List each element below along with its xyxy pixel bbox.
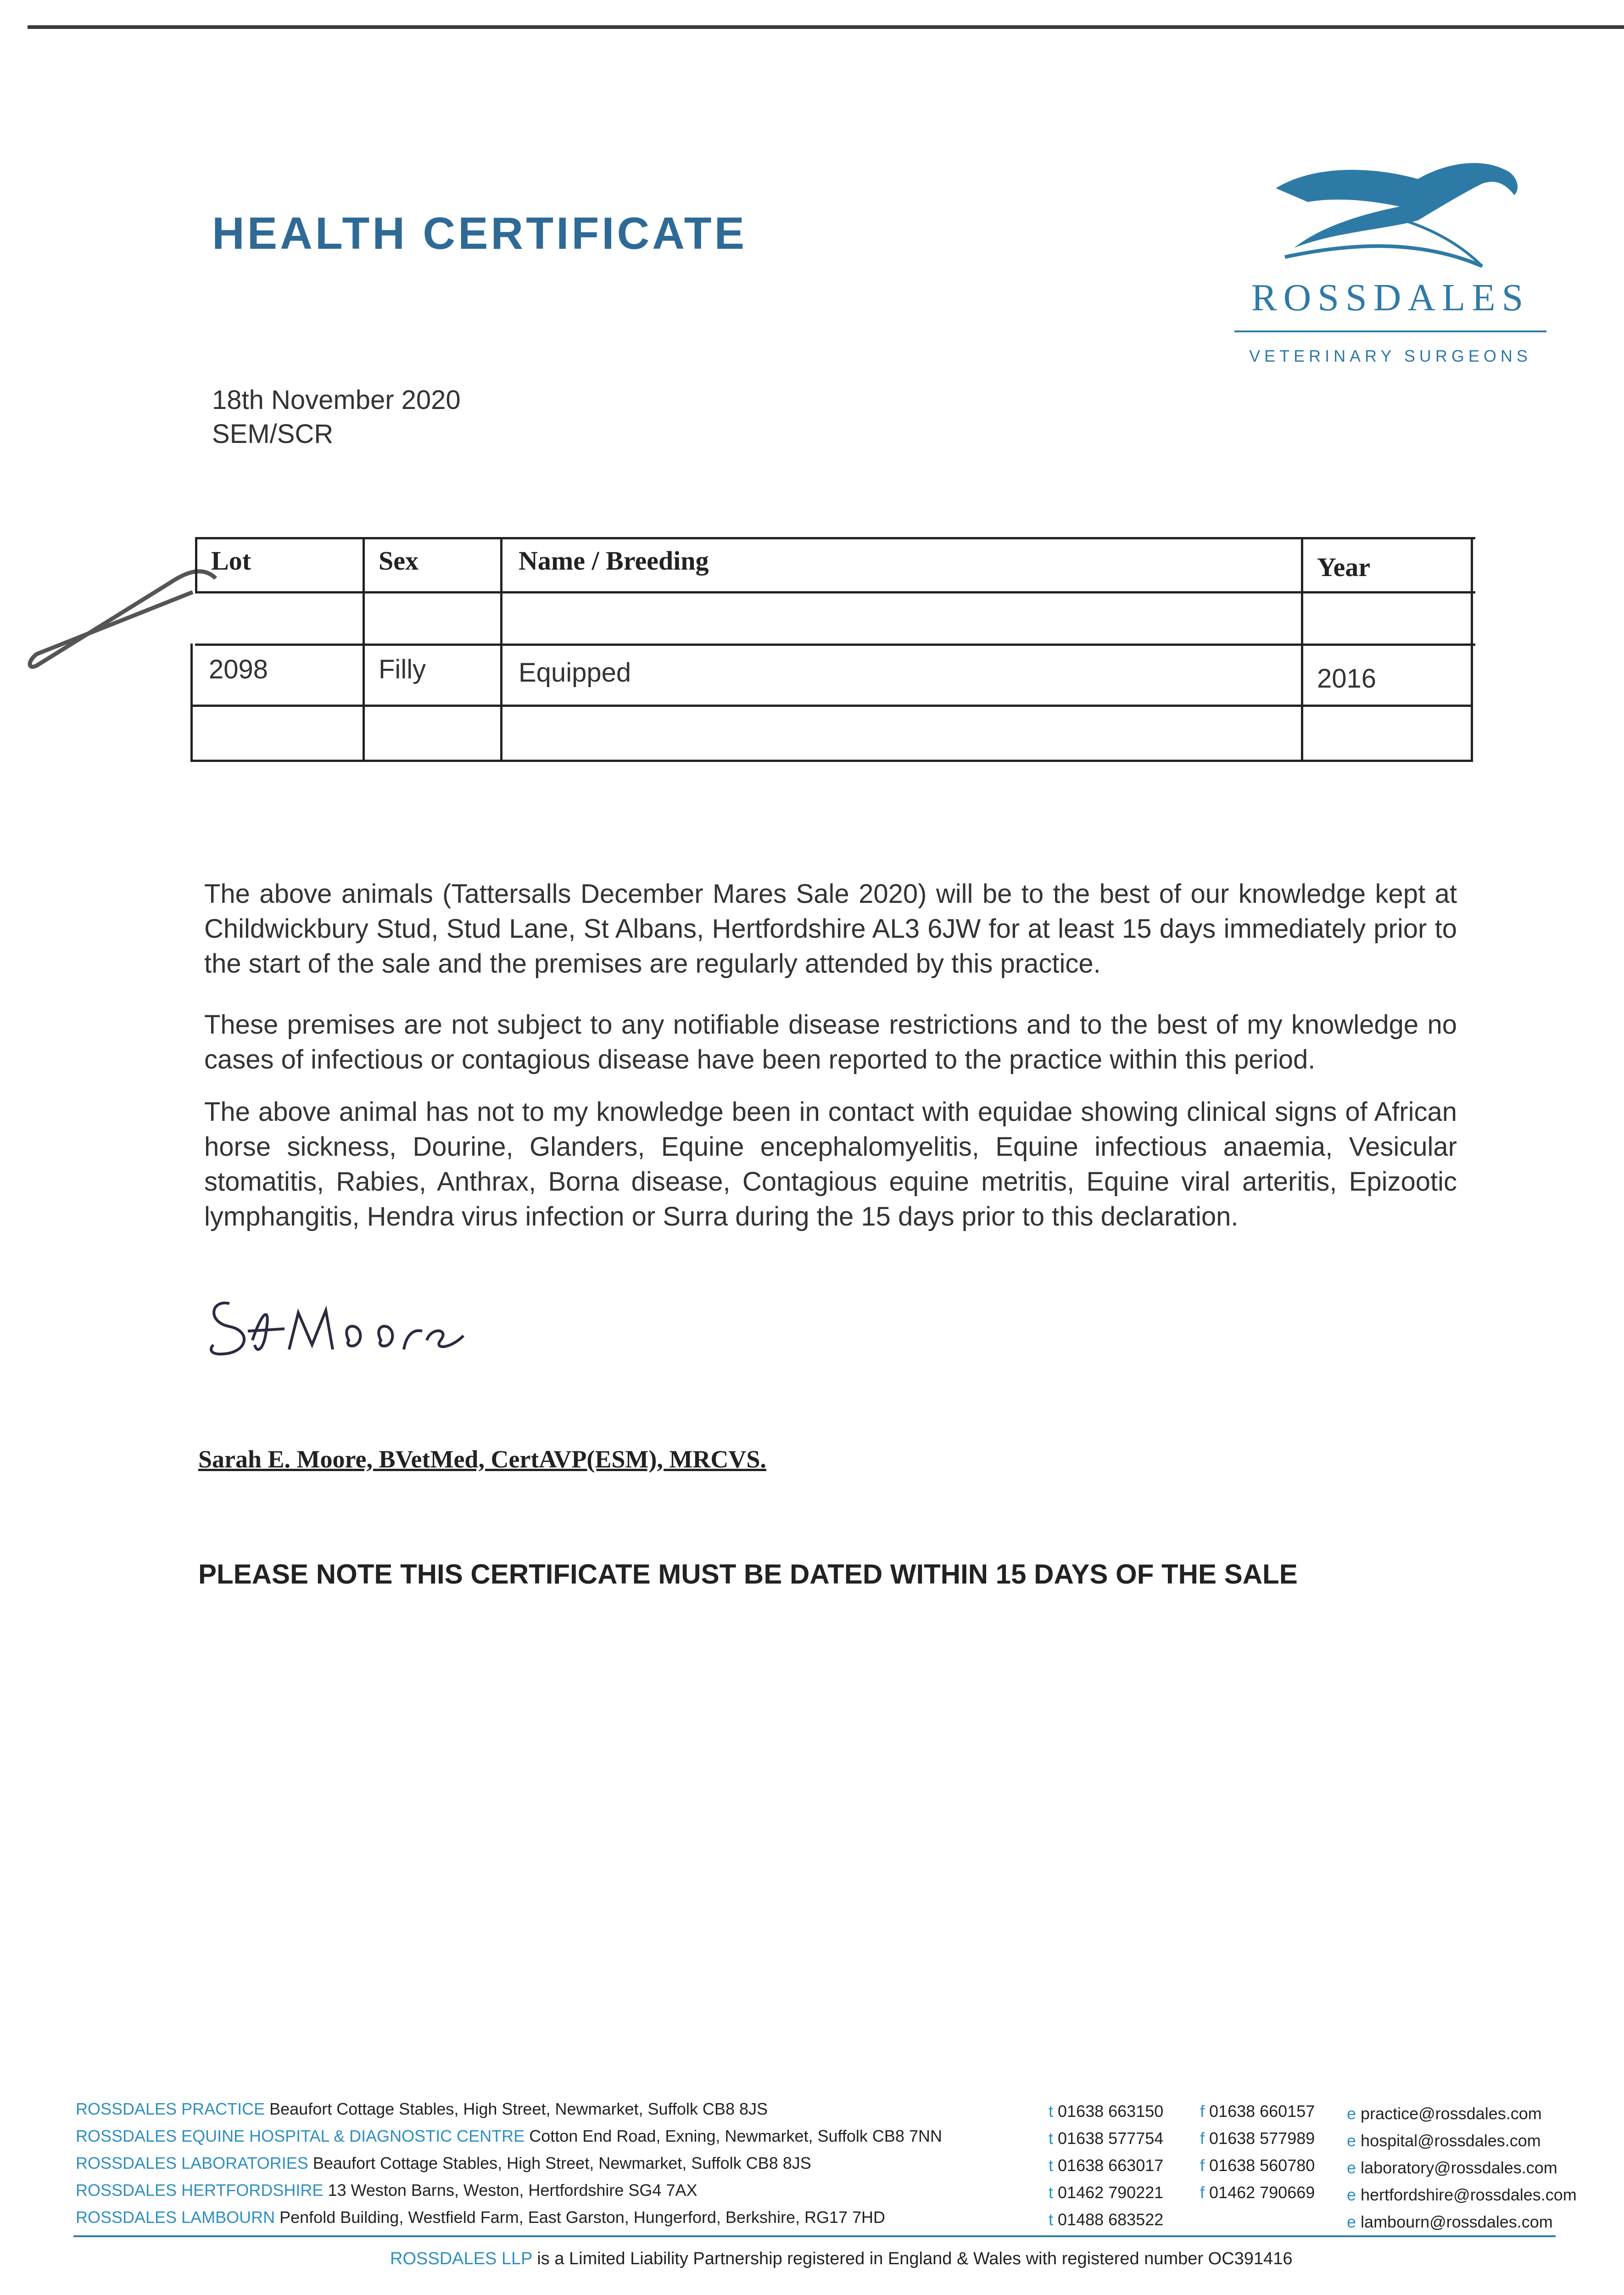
page-edge (28, 25, 1624, 29)
office-email: e hospital@rossdales.com (1347, 2131, 1541, 2150)
office-fax: f 01638 577989 (1200, 2129, 1315, 2148)
reference-code: SEM/SCR (212, 419, 334, 449)
office-email: e hertfordshire@rossdales.com (1347, 2185, 1577, 2204)
signer-name: Sarah E. Moore, BVetMed, CertAVP(ESM), MRCVS. (198, 1445, 766, 1473)
office-row: ROSSDALES PRACTICE Beaufort Cottage Stables, High Street, Newmarket, Suffolk CB8 8JS (76, 2099, 768, 2118)
row-lot: 2098 (209, 655, 268, 684)
rossdales-logo (1230, 151, 1551, 376)
paragraph-premises: The above animals (Tattersalls December Mares Sale 2020) will be to the best of our knowledge kept at Childwickbury Stud, Stud Lane, St Albans, Hertfordshire AL3 6JW for at least 15 days immediately prior to the start of the sale and the premises are regularly attended by this practice. (204, 879, 1457, 979)
office-row: ROSSDALES LAMBOURN Penfold Building, Westfield Farm, East Garston, Hungerford, Berkshire, RG17 7HD (76, 2208, 886, 2227)
office-phone: t 01488 683522 (1049, 2210, 1164, 2229)
handwritten-signature (202, 1285, 486, 1386)
office-phone: t 01462 790221 (1049, 2183, 1164, 2202)
row-name: Equipped (519, 658, 631, 688)
page-title: HEALTH CERTIFICATE (212, 208, 747, 258)
office-row: ROSSDALES HERTFORDSHIRE 13 Weston Barns, Weston, Hertfordshire SG4 7AX (76, 2181, 698, 2200)
row-sex: Filly (379, 655, 426, 684)
office-fax: f 01638 660157 (1200, 2102, 1315, 2121)
office-phone: t 01638 663017 (1049, 2156, 1164, 2175)
footer-divider (73, 2235, 1556, 2237)
horse-logo-icon (1267, 151, 1524, 275)
dating-notice: PLEASE NOTE THIS CERTIFICATE MUST BE DATED WITHIN 15 DAYS OF THE SALE (198, 1559, 1298, 1590)
office-phone: t 01638 577754 (1049, 2129, 1164, 2148)
office-email: e practice@rossdales.com (1347, 2104, 1542, 2123)
header-year: Year (1317, 552, 1370, 582)
llp-registration: ROSSDALES LLP is a Limited Liability Partnership registered in England & Wales with registered number OC391416 (390, 2249, 1293, 2268)
paragraph-declaration: The above animal has not to my knowledge been in contact with equidae showing clinical signs of African horse sickness, Dourine, Glanders, Equine encephalomyelitis, Equine infectious anaemia, Vesicular stomatitis, Rabies, Anthrax, Borna disease, Contagious equine metritis, Equine viral arteritis, Epizootic lymphangitis, Hendra virus infection or Surra during the 15 days prior to this declaration. (204, 1097, 1457, 1231)
logo-name: ROSSDALES (1251, 276, 1530, 319)
logo-subtitle: VETERINARY SURGEONS (1249, 347, 1532, 365)
header-sex: Sex (379, 546, 419, 576)
animal-table (190, 537, 1473, 762)
office-phone: t 01638 663150 (1049, 2102, 1164, 2121)
row-year: 2016 (1317, 664, 1377, 694)
office-email: e laboratory@rossdales.com (1347, 2158, 1557, 2177)
paper-clip-icon (18, 560, 220, 679)
header-name-breeding: Name / Breeding (519, 546, 709, 576)
logo-divider (1234, 330, 1546, 332)
office-row: ROSSDALES EQUINE HOSPITAL & DIAGNOSTIC CENTRE Cotton End Road, Exning, Newmarket, Suffolk CB8 7NN (76, 2127, 942, 2145)
certificate-date: 18th November 2020 (212, 385, 461, 415)
office-fax: f 01638 560780 (1200, 2156, 1315, 2175)
paragraph-restrictions: These premises are not subject to any notifiable disease restrictions and to the best of my knowledge no cases of infectious or contagious disease have been reported to the practice within this period. (204, 1010, 1457, 1075)
office-email: e lambourn@rossdales.com (1347, 2212, 1553, 2231)
office-row: ROSSDALES LABORATORIES Beaufort Cottage Stables, High Street, Newmarket, Suffolk CB8 8JS (76, 2154, 811, 2172)
header-lot: Lot (211, 546, 251, 576)
office-fax: f 01462 790669 (1200, 2183, 1315, 2202)
